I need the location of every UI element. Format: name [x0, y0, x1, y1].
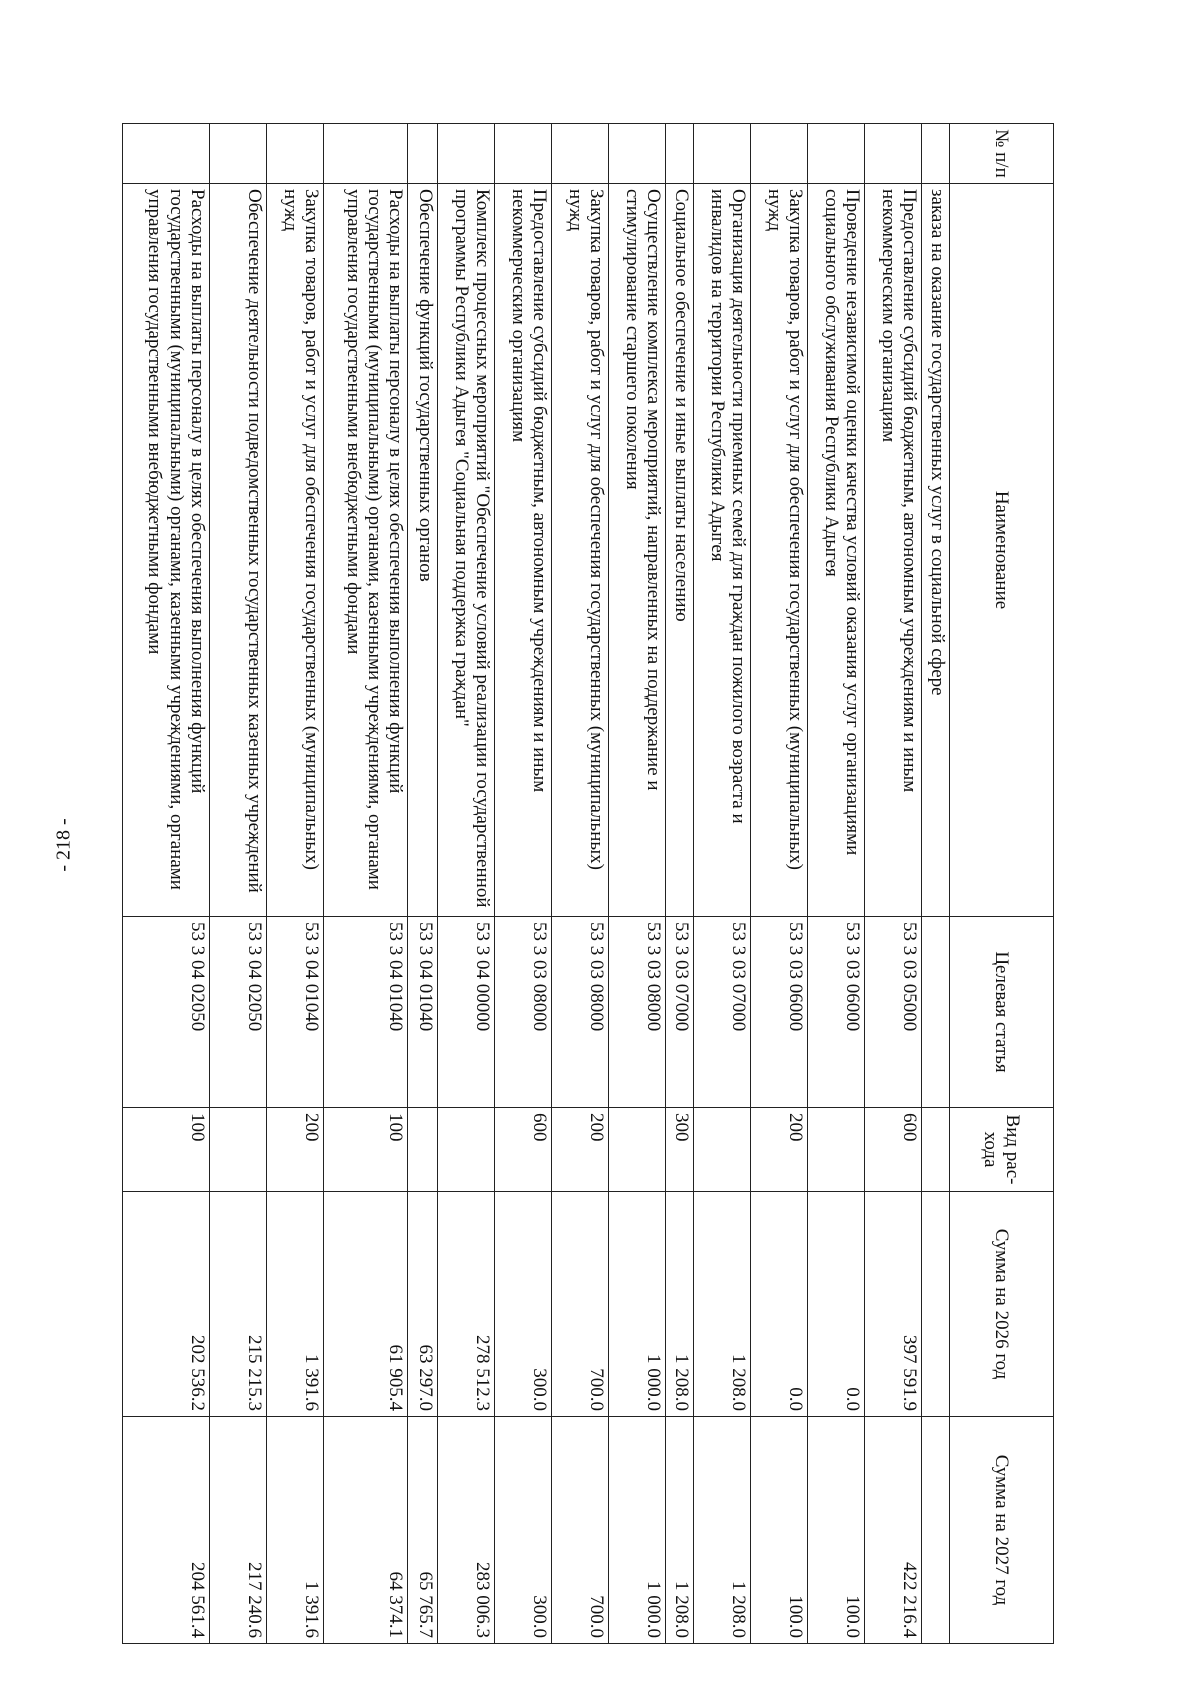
- row-sum-2026-cell: 397 591.9: [865, 1192, 922, 1417]
- row-num-cell: [324, 124, 408, 184]
- row-sum-2027-cell: 204 561.4: [123, 1417, 210, 1644]
- row-sum-2026-cell: 61 905.4: [324, 1192, 408, 1417]
- row-target-article-cell: [922, 917, 950, 1108]
- row-sum-2026-cell: 700.0: [552, 1192, 609, 1417]
- row-sum-2027-cell: 1 391.6: [266, 1417, 323, 1644]
- row-name-cell: Закупка товаров, работ и услуг для обеспечения государственных (муниципальных) нужд: [751, 184, 808, 917]
- row-name-cell: Обеспечение функций государственных органов: [408, 184, 438, 917]
- table-row: [808, 124, 865, 1644]
- row-sum-2027-cell: 300.0: [495, 1417, 552, 1644]
- table-row: [266, 124, 323, 1644]
- row-num-cell: [751, 124, 808, 184]
- page-number: - 218 -: [52, 818, 75, 872]
- row-expense-type-cell: 200: [751, 1108, 808, 1192]
- row-sum-2027-cell: 1 000.0: [609, 1417, 666, 1644]
- row-expense-type-cell: 100: [324, 1108, 408, 1192]
- row-name-cell: Закупка товаров, работ и услуг для обеспечения государственных (муниципальных) нужд: [266, 184, 323, 917]
- row-expense-type-cell: [609, 1108, 666, 1192]
- row-num-cell: [666, 124, 694, 184]
- row-name-cell: Закупка товаров, работ и услуг для обеспечения государственных (муниципальных) нужд: [552, 184, 609, 917]
- row-num-cell: [609, 124, 666, 184]
- header-target-article: Целевая статья: [950, 917, 1054, 1108]
- table-row: [922, 124, 950, 1644]
- table-header-row: [950, 124, 1054, 1644]
- row-sum-2026-cell: [922, 1192, 950, 1417]
- row-target-article-cell: 53 3 03 06000: [751, 917, 808, 1108]
- row-sum-2027-cell: 65 765.7: [408, 1417, 438, 1644]
- row-name-cell: Предоставление субсидий бюджетным, автономным учреждениям и иным некоммерческим организациям: [865, 184, 922, 917]
- row-sum-2027-cell: 1 208.0: [666, 1417, 694, 1644]
- table-row: [209, 124, 266, 1644]
- table-row: [408, 124, 438, 1644]
- row-name-cell: Осуществление комплекса мероприятий, направленных на поддержание и стимулирование старшего поколения: [609, 184, 666, 917]
- table-row: [751, 124, 808, 1644]
- header-num: № п/п: [950, 124, 1054, 184]
- row-sum-2026-cell: 215 215.3: [209, 1192, 266, 1417]
- row-sum-2026-cell: 0.0: [751, 1192, 808, 1417]
- row-expense-type-cell: 200: [552, 1108, 609, 1192]
- row-sum-2027-cell: 422 216.4: [865, 1417, 922, 1644]
- header-expense-type: Вид рас-хода: [950, 1108, 1054, 1192]
- table-row: [666, 124, 694, 1644]
- row-target-article-cell: 53 3 03 07000: [694, 917, 751, 1108]
- row-num-cell: [266, 124, 323, 184]
- row-sum-2026-cell: 1 000.0: [609, 1192, 666, 1417]
- row-target-article-cell: 53 3 04 01040: [266, 917, 323, 1108]
- table-row: [694, 124, 751, 1644]
- row-expense-type-cell: [694, 1108, 751, 1192]
- row-expense-type-cell: [408, 1108, 438, 1192]
- row-sum-2027-cell: 217 240.6: [209, 1417, 266, 1644]
- row-target-article-cell: 53 3 03 07000: [666, 917, 694, 1108]
- row-num-cell: [552, 124, 609, 184]
- row-expense-type-cell: 300: [666, 1108, 694, 1192]
- row-expense-type-cell: [808, 1108, 865, 1192]
- row-target-article-cell: 53 3 04 00000: [438, 917, 495, 1108]
- row-target-article-cell: 53 3 03 08000: [552, 917, 609, 1108]
- row-sum-2026-cell: 1 208.0: [666, 1192, 694, 1417]
- row-sum-2026-cell: 63 297.0: [408, 1192, 438, 1417]
- row-name-cell: Организация деятельности приемных семей для граждан пожилого возраста и инвалидов на территории Республики Адыгея: [694, 184, 751, 917]
- row-sum-2027-cell: [922, 1417, 950, 1644]
- row-name-cell: Расходы на выплаты персоналу в целях обеспечения выполнения функций государственными (муниципальными) органами, казенными учреждениями, органами управления государственными внебюджетными фондами: [123, 184, 210, 917]
- row-sum-2026-cell: 300.0: [495, 1192, 552, 1417]
- row-expense-type-cell: [209, 1108, 266, 1192]
- row-num-cell: [865, 124, 922, 184]
- row-target-article-cell: 53 3 04 02050: [123, 917, 210, 1108]
- row-name-cell: Обеспечение деятельности подведомственных государственных казенных учреждений: [209, 184, 266, 917]
- row-sum-2027-cell: 1 208.0: [694, 1417, 751, 1644]
- row-num-cell: [123, 124, 210, 184]
- row-expense-type-cell: [922, 1108, 950, 1192]
- row-target-article-cell: 53 3 03 05000: [865, 917, 922, 1108]
- row-target-article-cell: 53 3 03 06000: [808, 917, 865, 1108]
- row-expense-type-cell: 600: [495, 1108, 552, 1192]
- row-target-article-cell: 53 3 04 02050: [209, 917, 266, 1108]
- row-expense-type-cell: 200: [266, 1108, 323, 1192]
- row-num-cell: [209, 124, 266, 184]
- row-num-cell: [808, 124, 865, 184]
- row-sum-2027-cell: 64 374.1: [324, 1417, 408, 1644]
- row-sum-2027-cell: 283 006.3: [438, 1417, 495, 1644]
- table-row: [438, 124, 495, 1644]
- row-name-cell: Проведение независимой оценки качества условий оказания услуг организациями социального обслуживания Республики Адыгея: [808, 184, 865, 917]
- row-target-article-cell: 53 3 03 08000: [609, 917, 666, 1108]
- row-sum-2026-cell: 0.0: [808, 1192, 865, 1417]
- row-sum-2026-cell: 1 391.6: [266, 1192, 323, 1417]
- rotated-table-wrapper: [122, 123, 1054, 1643]
- header-sum-2027: Сумма на 2027 год: [950, 1417, 1054, 1644]
- row-name-cell: Предоставление субсидий бюджетным, автономным учреждениям и иным некоммерческим организациям: [495, 184, 552, 917]
- row-expense-type-cell: [438, 1108, 495, 1192]
- table-row: [552, 124, 609, 1644]
- row-target-article-cell: 53 3 04 01040: [408, 917, 438, 1108]
- row-name-cell: Расходы на выплаты персоналу в целях обеспечения выполнения функций государственными (муниципальными) органами, казенными учреждениями, органами управления государственными внебюджетными фондами: [324, 184, 408, 917]
- row-sum-2027-cell: 100.0: [808, 1417, 865, 1644]
- row-num-cell: [495, 124, 552, 184]
- table-row: [609, 124, 666, 1644]
- row-sum-2026-cell: 278 512.3: [438, 1192, 495, 1417]
- table-row: [865, 124, 922, 1644]
- row-expense-type-cell: 100: [123, 1108, 210, 1192]
- row-num-cell: [408, 124, 438, 184]
- row-num-cell: [694, 124, 751, 184]
- table-row: [123, 124, 210, 1644]
- row-name-cell: заказа на оказание государственных услуг в социальной сфере: [922, 184, 950, 917]
- row-expense-type-cell: 600: [865, 1108, 922, 1192]
- row-sum-2026-cell: 1 208.0: [694, 1192, 751, 1417]
- row-name-cell: Социальное обеспечение и иные выплаты населению: [666, 184, 694, 917]
- row-sum-2026-cell: 202 536.2: [123, 1192, 210, 1417]
- row-name-cell: Комплекс процессных мероприятий "Обеспечение условий реализации государственной программы Республики Адыгея "Социальная поддержка граждан": [438, 184, 495, 917]
- table-row: [324, 124, 408, 1644]
- row-num-cell: [922, 124, 950, 184]
- row-sum-2027-cell: 700.0: [552, 1417, 609, 1644]
- table-row: [495, 124, 552, 1644]
- row-target-article-cell: 53 3 04 01040: [324, 917, 408, 1108]
- header-sum-2026: Сумма на 2026 год: [950, 1192, 1054, 1417]
- row-target-article-cell: 53 3 03 08000: [495, 917, 552, 1108]
- row-sum-2027-cell: 100.0: [751, 1417, 808, 1644]
- budget-table: [122, 123, 1054, 1644]
- header-name: Наименование: [950, 184, 1054, 917]
- row-num-cell: [438, 124, 495, 184]
